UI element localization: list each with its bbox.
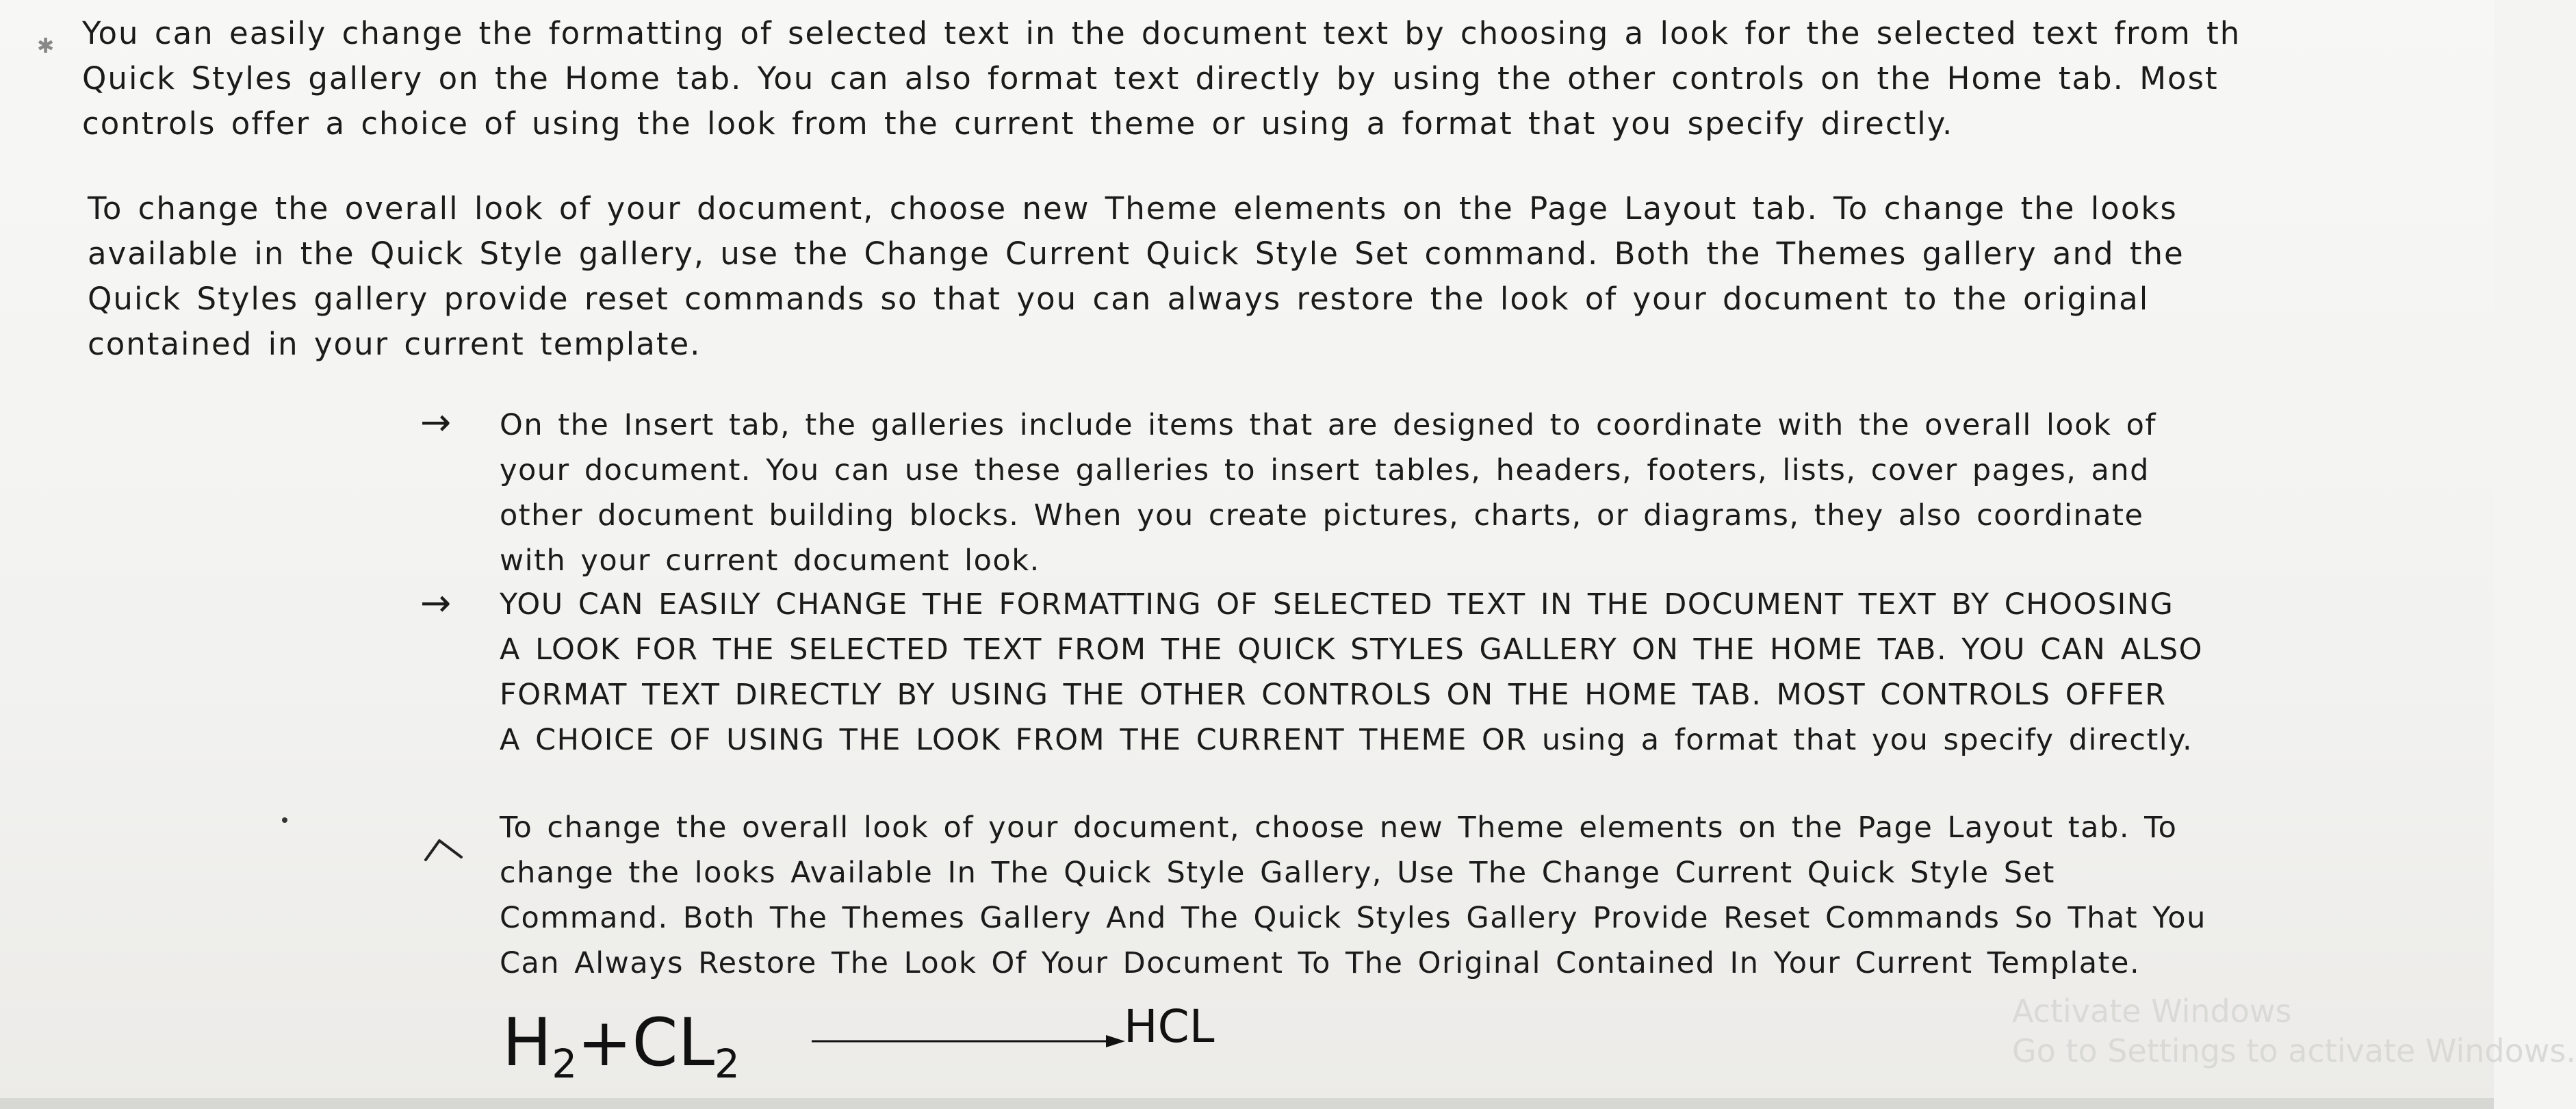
stray-dot-mark	[282, 817, 287, 823]
paragraph-2-line: available in the Quick Style gallery, use the Change Current Quick Style Set command. Both the Themes gallery and the	[88, 235, 2185, 272]
bullet-checkmark-icon	[423, 837, 464, 864]
bullet-2-line: YOU CAN EASILY CHANGE THE FORMATTING OF SELECTED TEXT IN THE DOCUMENT TEXT BY CHOOSING	[500, 587, 2174, 622]
activate-windows-watermark	[2012, 991, 2576, 1071]
bullet-2-line: A LOOK FOR THE SELECTED TEXT FROM THE QUICK STYLES GALLERY ON THE HOME TAB. YOU CAN ALSO	[500, 633, 2203, 667]
equation-product: HCL	[1124, 1000, 1215, 1053]
bullet-3-line: To change the overall look of your document, choose new Theme elements on the Page Layout tab. To	[500, 811, 2178, 845]
margin-marker-icon: ✱	[37, 34, 55, 58]
bullet-3-line: change the looks Available In The Quick Style Gallery, Use The Change Current Quick Style Set	[500, 856, 2055, 890]
equation-plus: +	[577, 1004, 632, 1081]
bullet-1-line: with your current document look.	[500, 544, 1040, 578]
bullet-item-1[interactable]	[500, 403, 2156, 583]
paragraph-1-line: You can easily change the formatting of selected text in the document text by choosing a look for the selected text from th	[82, 15, 2241, 51]
paragraph-1-line: controls offer a choice of using the look from the current theme or using a format that you specify directly.	[82, 105, 1954, 142]
bullet-3-line: Command. Both The Themes Gallery And The Quick Styles Gallery Provide Reset Commands So That You	[500, 901, 2206, 935]
equation-chlorine-subscript: 2	[714, 1041, 740, 1087]
bullet-1-line: your document. You can use these galleries to insert tables, headers, footers, lists, cover pages, and	[500, 453, 2150, 487]
paragraph-2-line: Quick Styles gallery provide reset commands so that you can always restore the look of your document to the original	[88, 281, 2150, 317]
paragraph-1-line: Quick Styles gallery on the Home tab. You can also format text directly by using the other controls on the Home tab. Most	[82, 60, 2219, 97]
reaction-arrow-icon	[812, 1031, 1126, 1051]
bullet-3-line: Can Always Restore The Look Of Your Document To The Original Contained In Your Current Template.	[500, 946, 2141, 980]
equation-hydrogen: H	[502, 1004, 552, 1081]
equation-reactants	[502, 1005, 740, 1101]
paragraph-1[interactable]	[82, 11, 2241, 146]
bullet-arrow-icon: →	[420, 581, 452, 624]
paragraph-2-line: To change the overall look of your document, choose new Theme elements on the Page Layout tab. To change the looks	[88, 190, 2178, 227]
equation-hydrogen-subscript: 2	[552, 1041, 578, 1087]
bullet-item-3[interactable]	[500, 805, 2206, 986]
status-bar	[0, 1098, 2494, 1109]
bullet-1-line: On the Insert tab, the galleries include items that are designed to coordinate with the overall look of	[500, 408, 2157, 442]
bullet-2-line: FORMAT TEXT DIRECTLY BY USING THE OTHER CONTROLS ON THE HOME TAB. MOST CONTROLS OFFER	[500, 678, 2167, 712]
bullet-1-line: other document building blocks. When you create pictures, charts, or diagrams, they also coordinate	[500, 498, 2144, 533]
watermark-title: Activate Windows	[2012, 993, 2292, 1030]
paragraph-2-line: contained in your current template.	[88, 326, 701, 362]
equation-chlorine: CL	[632, 1004, 715, 1081]
bullet-item-2[interactable]	[500, 582, 2203, 763]
bullet-2-line: A CHOICE OF USING THE LOOK FROM THE CURRENT THEME OR using a format that you specify directly.	[500, 723, 2193, 757]
bullet-arrow-icon: →	[420, 400, 452, 444]
watermark-subtitle: Go to Settings to activate Windows.	[2012, 1032, 2576, 1069]
paragraph-2[interactable]	[88, 186, 2185, 367]
